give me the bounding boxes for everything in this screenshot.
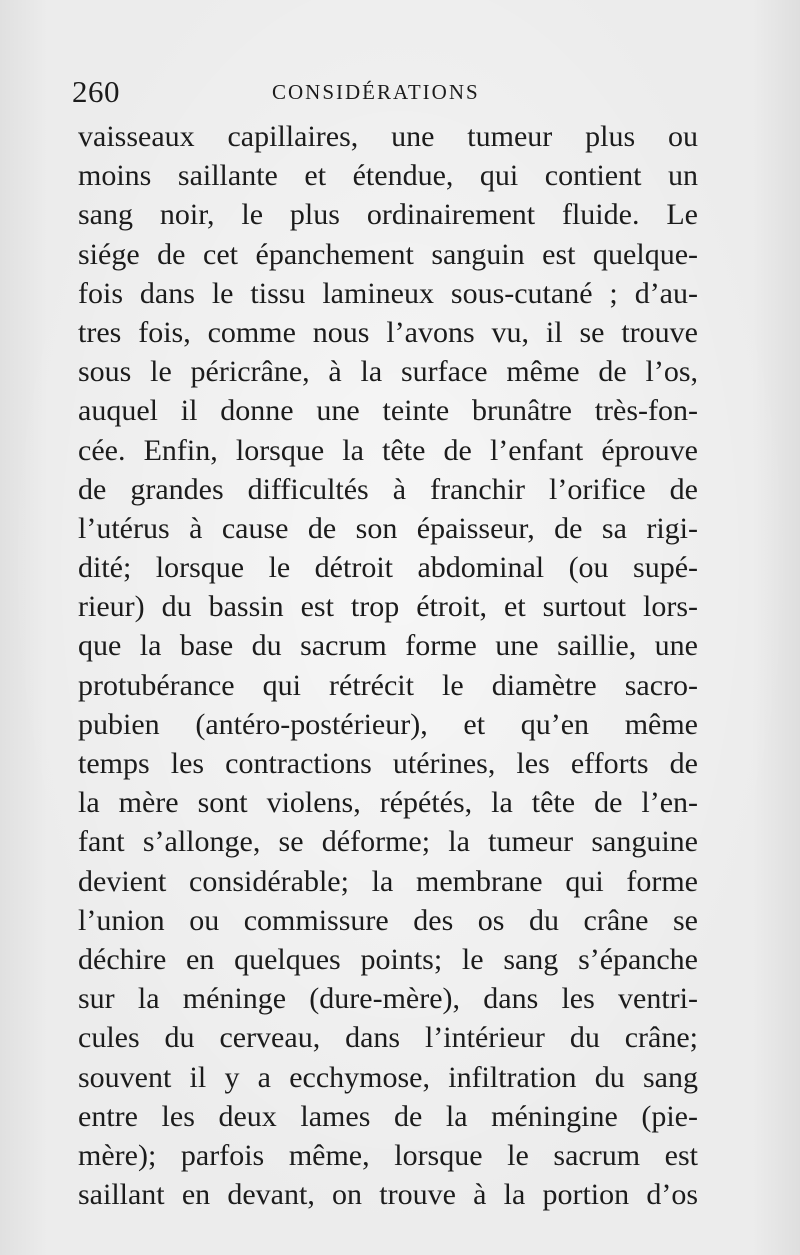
text-line: de grandes difficultés à franchir l’orifice de	[78, 472, 698, 506]
text-line: cée. Enfin, lorsque la tête de l’enfant éprouve	[78, 433, 698, 467]
text-line: mère); parfois même, lorsque le sacrum est	[78, 1138, 698, 1172]
page-number: 260	[72, 74, 120, 109]
text-line: temps les contractions utérines, les efforts de	[78, 747, 698, 780]
text-line: sous le péricrâne, à la surface même de l’os,	[78, 355, 698, 389]
text-line: entre les deux lames de la méningine (pie-	[78, 1099, 698, 1133]
text-line: pubien (antéro-postérieur), et qu’en même	[78, 707, 698, 741]
body-text	[78, 117, 698, 1214]
text-line: tres fois, comme nous l’avons vu, il se trouve	[78, 315, 698, 349]
text-line: souvent il y a ecchymose, infiltration du sang	[78, 1060, 698, 1094]
text-line: cules du cerveau, dans l’intérieur du crâne;	[78, 1021, 698, 1055]
text-line: moins saillante et étendue, qui contient un	[78, 159, 698, 193]
page-header	[72, 72, 712, 112]
text-line: fant s’allonge, se déforme; la tumeur sanguine	[78, 825, 698, 859]
text-line: l’union ou commissure des os du crâne se	[78, 903, 698, 937]
text-line: devient considérable; la membrane qui forme	[78, 864, 698, 898]
text-line: vaisseaux capillaires, une tumeur plus ou	[78, 120, 698, 153]
text-line: sang noir, le plus ordinairement fluide. Le	[78, 198, 698, 232]
text-line: auquel il donne une teinte brunâtre très-fon-	[78, 394, 698, 428]
text-line: rieur) du bassin est trop étroit, et surtout lors-	[78, 590, 698, 624]
text-line: saillant en devant, on trouve à la portion d’os	[78, 1178, 698, 1212]
text-line: fois dans le tissu lamineux sous-cutané ; d’au-	[78, 276, 698, 310]
text-line: l’utérus à cause de son épaisseur, de sa rigi-	[78, 511, 698, 545]
text-line: que la base du sacrum forme une saillie, une	[78, 629, 698, 663]
text-line: protubérance qui rétrécit le diamètre sacro-	[78, 668, 698, 702]
text-line: siége de cet épanchement sanguin est quelque-	[78, 237, 698, 271]
text-line: dité; lorsque le détroit abdominal (ou supé-	[78, 551, 698, 585]
running-head: CONSIDÉRATIONS	[272, 80, 480, 104]
text-line: sur la méninge (dure-mère), dans les ventri-	[78, 982, 698, 1016]
text-line: déchire en quelques points; le sang s’épanche	[78, 942, 698, 976]
text-line: la mère sont violens, répétés, la tête de l’en-	[78, 786, 698, 820]
